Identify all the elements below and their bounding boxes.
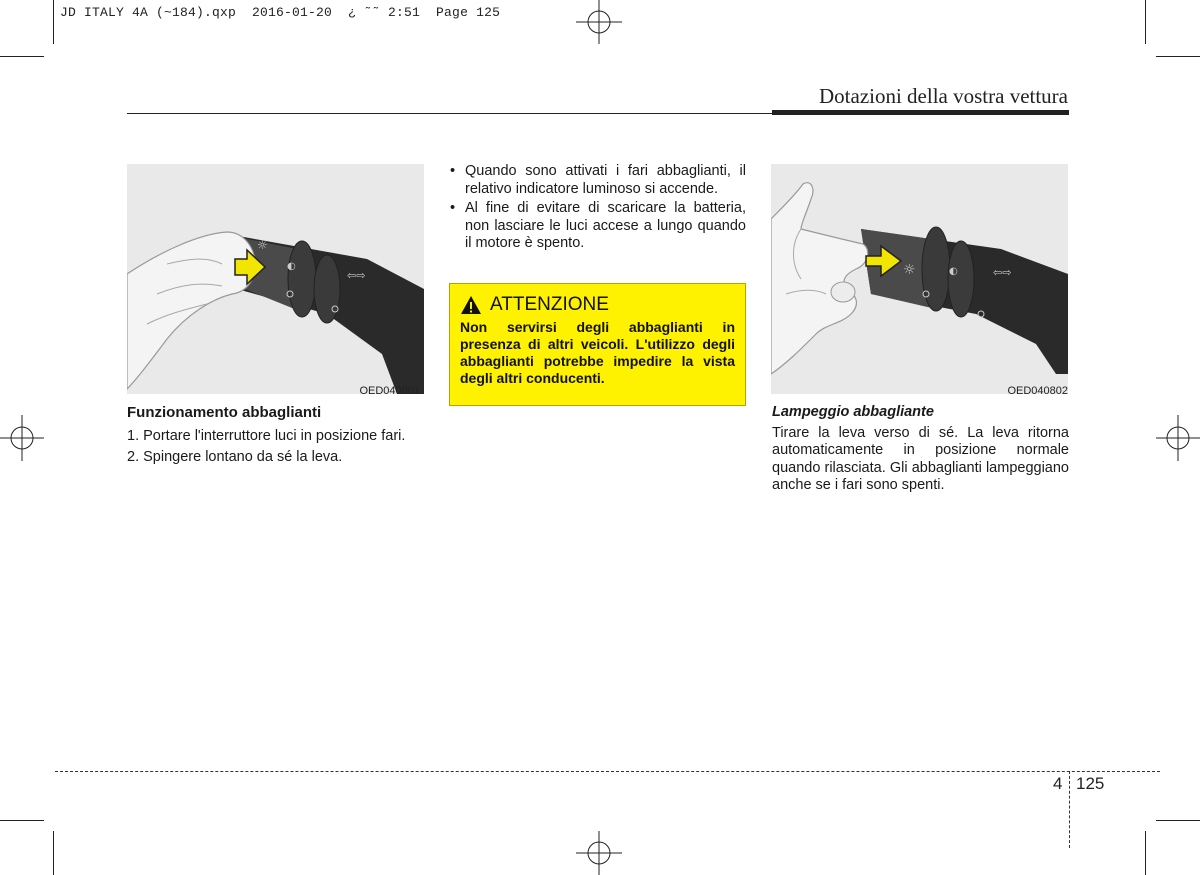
warning-title-row xyxy=(460,294,735,316)
svg-text:☼: ☼ xyxy=(903,262,916,278)
figure-left-photo xyxy=(127,164,424,394)
step-1: 1. Portare l'interruttore luci in posizione fari. xyxy=(127,427,406,444)
steps-list xyxy=(127,428,424,467)
bullet-item xyxy=(450,200,746,253)
bullet-text: Al fine di evitare di scaricare la batteria, non lasciare le luci accese a lungo quando il motore è spento. xyxy=(465,200,746,251)
right-column xyxy=(772,404,1069,495)
registration-mark-icon xyxy=(574,0,624,44)
figure-left-code: OED040801 xyxy=(359,385,420,397)
crop-mark xyxy=(1156,56,1200,57)
bullet-dot: • xyxy=(450,163,456,179)
registration-mark-icon xyxy=(574,831,624,875)
crop-mark xyxy=(53,831,54,875)
footer-dashed-rule xyxy=(55,771,1160,772)
warning-body: Non servirsi degli abbaglianti in presenza di altri veicoli. L'utilizzo degli abbaglianti potrebbe impedire la vista degli altri conducenti. xyxy=(460,319,735,386)
crop-mark xyxy=(0,820,44,821)
section-title: Dotazioni della vostra vettura xyxy=(819,84,1068,108)
svg-text:⇦⇨: ⇦⇨ xyxy=(993,266,1012,279)
figure-right-code: OED040802 xyxy=(1007,385,1068,397)
svg-text:⇦⇨: ⇦⇨ xyxy=(347,269,366,282)
svg-text:◐: ◐ xyxy=(949,266,958,277)
crop-mark xyxy=(1145,0,1146,44)
left-column xyxy=(127,404,424,471)
bullet-item xyxy=(450,163,746,198)
bullet-list xyxy=(450,163,746,253)
crop-mark xyxy=(1145,831,1146,875)
warning-triangle-icon xyxy=(460,295,482,315)
bullet-text: Quando sono attivati i fari abbaglianti, il relativo indicatore luminoso si accende. xyxy=(465,163,746,197)
warning-title: ATTENZIONE xyxy=(490,294,609,315)
header-rule-thick xyxy=(772,110,1069,115)
registration-mark-icon xyxy=(1156,413,1200,463)
svg-text:☼: ☼ xyxy=(257,238,268,252)
crop-mark xyxy=(1156,820,1200,821)
crop-mark xyxy=(53,0,54,44)
right-heading: Lampeggio abbagliante xyxy=(772,404,934,420)
crop-mark xyxy=(0,56,44,57)
print-header: JD ITALY 4A (~184).qxp 2016-01-20 ¿ ˜˜ 2:51 Page 125 xyxy=(60,5,501,20)
warning-box xyxy=(449,283,746,406)
middle-column xyxy=(450,163,746,255)
header-rule xyxy=(127,113,772,114)
registration-mark-icon xyxy=(0,413,44,463)
figure-right-photo xyxy=(771,164,1068,394)
step-2: 2. Spingere lontano da sé la leva. xyxy=(127,449,343,465)
svg-text:◐: ◐ xyxy=(287,261,296,272)
chapter-number: 4 xyxy=(1053,774,1063,793)
bullet-dot: • xyxy=(450,200,456,216)
left-heading: Funzionamento abbaglianti xyxy=(127,404,322,421)
page-number: 125 xyxy=(1076,774,1105,793)
right-body: Tirare la leva verso di sé. La leva ritorna automaticamente in posizione normale quando rilasciata. Gli abbaglianti lampeggiano anche se i fari sono spenti. xyxy=(772,424,1069,493)
footer-dashed-divider xyxy=(1069,771,1070,848)
